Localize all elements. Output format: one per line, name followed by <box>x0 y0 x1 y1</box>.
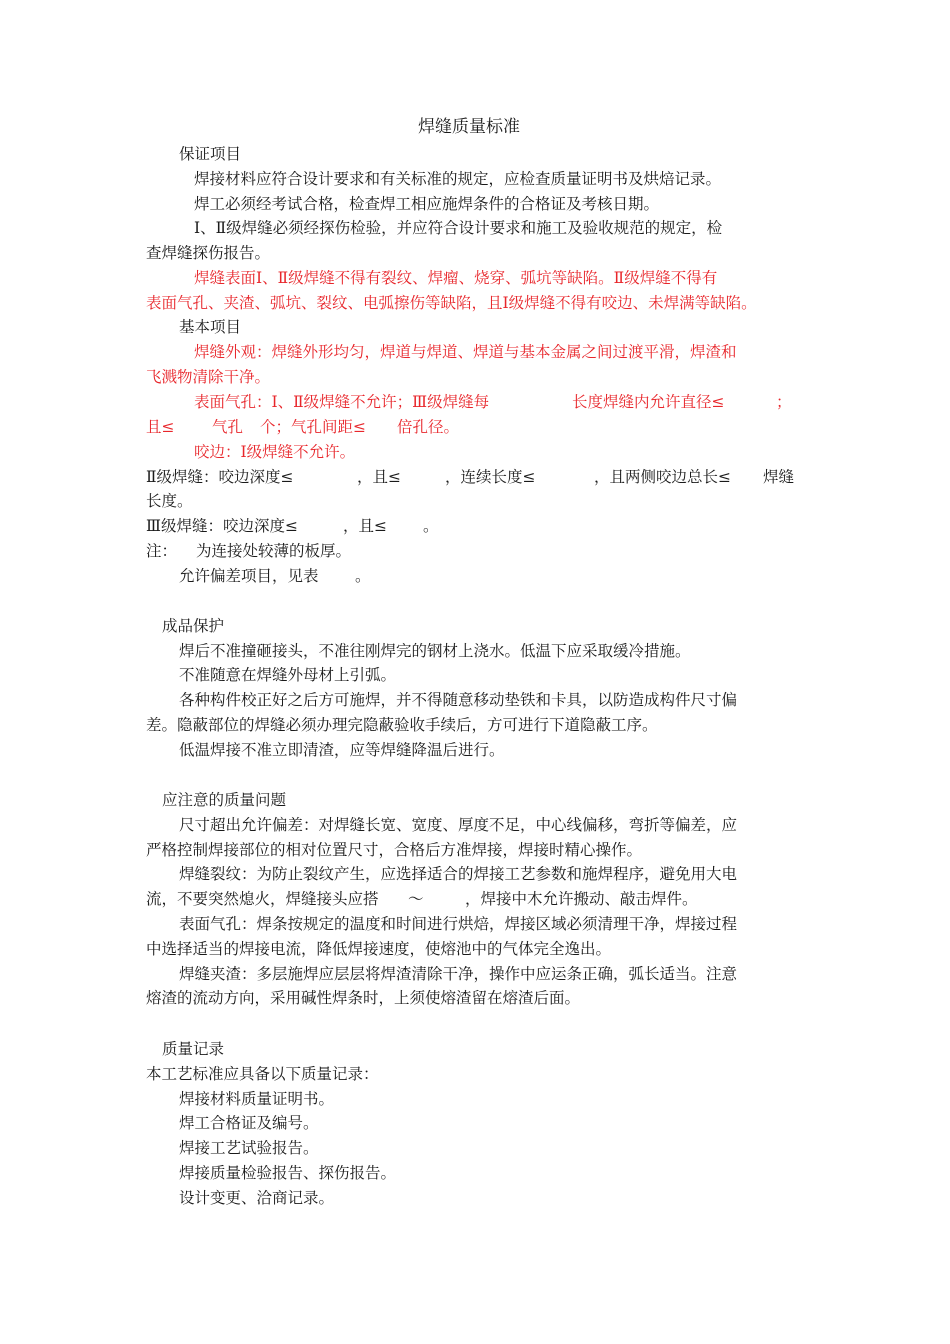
issues-para-1-line-1: 尺寸超出允许偏差：对焊缝长宽、宽度、厚度不足，中心线偏移，弯折等偏差，应 <box>179 816 738 834</box>
records-item: 焊工合格证及编号。 <box>179 1114 319 1132</box>
issues-para-2-text-b: ～ <box>408 890 424 908</box>
tolerance-text-a: 允许偏差项目，见表 <box>179 567 319 585</box>
pore-text-c: ； <box>776 393 792 411</box>
grade3-text-c: 。 <box>423 517 439 535</box>
issues-para-2-text-a: 流，不要突然熄火，焊缝接头应搭 <box>146 890 379 908</box>
grade2-text-e: 焊缝 <box>763 468 795 486</box>
protection-para-3-line-2: 差。隐蔽部位的焊缝必须办理完隐蔽验收手续后，方可进行下道隐蔽工序。 <box>146 716 658 734</box>
appearance-line-2: 飞溅物清除干净。 <box>146 368 271 386</box>
records-intro: 本工艺标准应具备以下质量记录： <box>146 1065 379 1083</box>
pore-text-a: 表面气孔：Ⅰ、Ⅱ级焊缝不允许；Ⅲ级焊缝每 <box>194 393 490 411</box>
issues-para-4-line-1: 焊缝夹渣：多层施焊应层层将焊渣清除干净，操作中应运条正确，弧长适当。注意 <box>179 965 738 983</box>
protection-heading: 成品保护 <box>162 617 225 635</box>
tolerance-text-b: 。 <box>355 567 371 585</box>
protection-para-1: 焊后不准撞砸接头，不准往刚焊完的钢材上浇水。低温下应采取缓冷措施。 <box>179 642 691 660</box>
issues-para-4-line-2: 熔渣的流动方向，采用碱性焊条时，上须使熔渣留在熔渣后面。 <box>146 989 581 1007</box>
undercut-line: 咬边：Ⅰ级焊缝不允许。 <box>194 443 356 461</box>
guarantee-para-3-line-2: 查焊缝探伤报告。 <box>146 244 271 262</box>
guarantee-para-2: 焊工必须经考试合格，检查焊工相应施焊条件的合格证及考核日期。 <box>194 195 660 213</box>
grade3-text-a: Ⅲ级焊缝：咬边深度≤ <box>146 517 298 535</box>
pore-text-b: 长度焊缝内允许直径≤ <box>572 393 725 411</box>
records-heading: 质量记录 <box>162 1040 225 1058</box>
pore-text-e: 气孔 <box>212 418 244 436</box>
basic-heading: 基本项目 <box>179 318 242 336</box>
guarantee-para-4-line-1: 焊缝表面Ⅰ、Ⅱ级焊缝不得有裂纹、焊瘤、烧穿、弧坑等缺陷。Ⅱ级焊缝不得有 <box>194 269 718 287</box>
guarantee-para-3-line-1: Ⅰ、Ⅱ级焊缝必须经探伤检验，并应符合设计要求和施工及验收规范的规定，检 <box>194 219 723 237</box>
guarantee-para-4-line-2: 表面气孔、夹渣、弧坑、裂纹、电弧擦伤等缺陷，且Ⅰ级焊缝不得有咬边、未焊满等缺陷。 <box>146 294 757 312</box>
protection-para-2: 不准随意在焊缝外母材上引弧。 <box>179 666 397 684</box>
records-item: 焊接材料质量证明书。 <box>179 1090 335 1108</box>
grade2-text-a: Ⅱ级焊缝：咬边深度≤ <box>146 468 294 486</box>
protection-para-4: 低温焊接不准立即清渣，应等焊缝降温后进行。 <box>179 741 505 759</box>
issues-para-2-text-c: ，焊接中木允许搬动、敲击焊件。 <box>465 890 698 908</box>
grade2-line-2: 长度。 <box>146 492 193 510</box>
issues-para-1-line-2: 严格控制焊接部位的相对位置尺寸，合格后方准焊接，焊接时精心操作。 <box>146 841 643 859</box>
page-title: 焊缝质量标准 <box>418 117 520 137</box>
protection-para-3-line-1: 各种构件校正好之后方可施焊，并不得随意移动垫铁和卡具，以防造成构件尺寸偏 <box>179 691 738 709</box>
grade3-text-b: ，且≤ <box>343 517 387 535</box>
grade2-text-b: ，且≤ <box>357 468 401 486</box>
pore-text-g: 倍孔径。 <box>397 418 460 436</box>
guarantee-para-1: 焊接材料应符合设计要求和有关标准的规定，应检查质量证明书及烘焙记录。 <box>194 170 722 188</box>
pore-text-d: 且≤ <box>146 418 175 436</box>
issues-para-2-line-1: 焊缝裂纹：为防止裂纹产生，应选择适合的焊接工艺参数和施焊程序，避免用大电 <box>179 865 738 883</box>
appearance-line-1: 焊缝外观：焊缝外形均匀，焊道与焊道、焊道与基本金属之间过渡平滑，焊渣和 <box>194 343 737 361</box>
guarantee-heading: 保证项目 <box>179 145 242 163</box>
issues-para-3-line-1: 表面气孔：焊条按规定的温度和时间进行烘焙，焊接区域必须清理干净，焊接过程 <box>179 915 738 933</box>
records-item: 焊接质量检验报告、探伤报告。 <box>179 1164 397 1182</box>
issues-para-3-line-2: 中选择适当的焊接电流，降低焊接速度，使熔池中的气体完全逸出。 <box>146 940 612 958</box>
pore-text-f: 个；气孔间距≤ <box>260 418 366 436</box>
records-item: 设计变更、洽商记录。 <box>179 1189 335 1207</box>
note-label: 注： <box>146 542 178 560</box>
records-item: 焊接工艺试验报告。 <box>179 1139 319 1157</box>
grade2-text-d: ，且两侧咬边总长≤ <box>594 468 731 486</box>
issues-heading: 应注意的质量问题 <box>162 791 287 809</box>
note-text: 为连接处较薄的板厚。 <box>196 542 352 560</box>
grade2-text-c: ，连续长度≤ <box>445 468 536 486</box>
